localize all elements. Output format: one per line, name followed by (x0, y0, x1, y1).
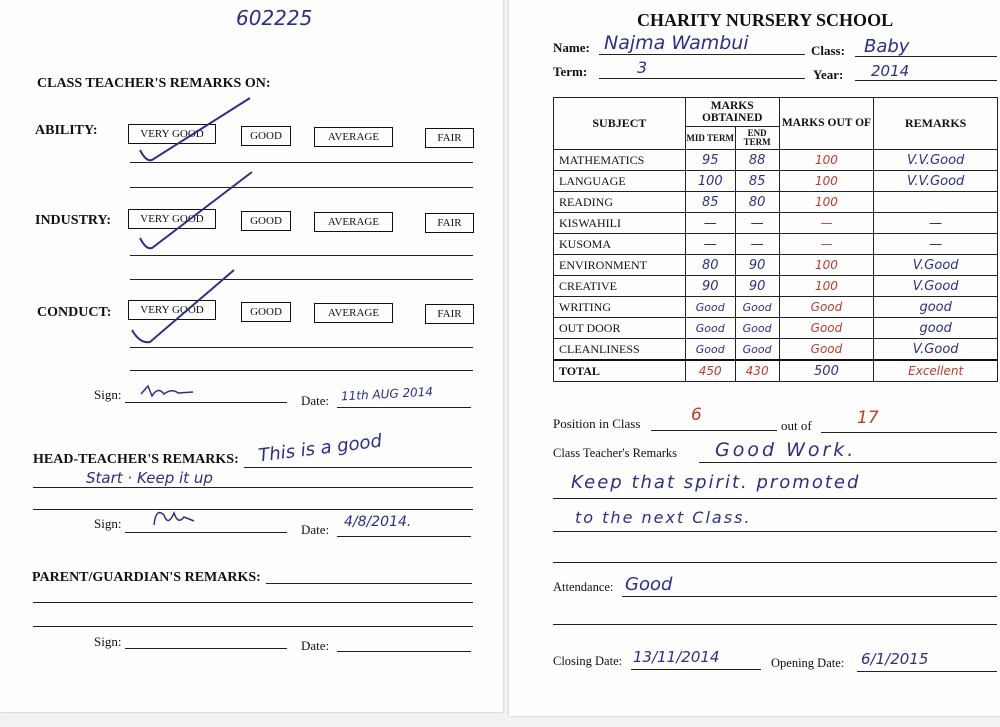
ability-average-box: AVERAGE (314, 127, 393, 147)
teacher-signature (138, 382, 198, 404)
remarks-cell: V.Good (874, 339, 998, 361)
remarks-cell: — (874, 234, 998, 255)
mid-term-cell: 90 (685, 276, 735, 297)
mid-term-cell: 85 (685, 192, 735, 213)
teacher-remarks-label: Class Teacher's Remarks (553, 446, 678, 460)
table-row (554, 339, 998, 361)
table-row (554, 192, 998, 213)
head-date-line (337, 536, 471, 537)
left-page (0, 0, 503, 712)
conduct-tick (132, 270, 234, 342)
marks-table (553, 97, 998, 382)
industry-fair-box: FAIR (425, 213, 474, 233)
term-line (599, 78, 805, 79)
teacher-date-line (337, 407, 471, 408)
teacher-remarks-line1: Good Work. (715, 439, 857, 461)
attendance-line (622, 596, 997, 597)
term-label: Term: (553, 64, 588, 79)
subject-cell: CLEANLINESS (554, 339, 686, 361)
mid-term-cell: — (685, 234, 735, 255)
header-remarks: REMARKS (874, 98, 998, 150)
out-of-cell: 100 (779, 192, 874, 213)
out-of-cell: Good (779, 318, 874, 339)
table-row (554, 171, 998, 192)
remarks-cell: V.Good (874, 276, 998, 297)
head-sign-label: Sign: (94, 516, 122, 531)
remarks-cell: good (874, 318, 998, 339)
end-term-cell: 80 (735, 192, 779, 213)
teacher-remarks-line-4 (553, 562, 997, 563)
total-row (554, 360, 998, 382)
attendance-line-2 (553, 624, 997, 625)
teacher-remarks-line-3 (553, 531, 997, 532)
subject-cell: MATHEMATICS (554, 150, 686, 171)
industry-average-box: AVERAGE (314, 212, 393, 232)
head-date-label: Date: (301, 522, 330, 537)
parent-sign-line (125, 648, 287, 649)
subject-cell: WRITING (554, 297, 686, 318)
year-value: 2014 (871, 62, 910, 80)
parent-line-3 (33, 626, 473, 627)
table-row (554, 213, 998, 234)
teacher-remarks-line-2 (553, 498, 997, 499)
head-teacher-remarks-line2: Start · Keep it up (86, 469, 213, 487)
end-term-cell: Good (735, 318, 779, 339)
opening-date-value: 6/1/2015 (861, 650, 929, 668)
subject-cell: KISWAHILI (554, 213, 686, 234)
conduct-good-box: GOOD (241, 302, 291, 322)
end-term-cell: Good (735, 297, 779, 318)
right-page (509, 0, 1000, 716)
mid-term-cell: 80 (685, 255, 735, 276)
teacher-date-value: 11th AUG 2014 (340, 384, 434, 404)
out-of-cell: 100 (779, 171, 874, 192)
head-signature (148, 505, 208, 533)
out-of-cell: Good (779, 339, 874, 361)
name-value: Najma Wambui (604, 32, 749, 54)
conduct-fair-box: FAIR (425, 304, 474, 324)
end-term-cell: 85 (735, 171, 779, 192)
total-out-of-cell: 500 (779, 360, 874, 382)
header-mid-term: MID TERM (685, 127, 735, 150)
checkmark-strokes (0, 0, 503, 712)
mid-term-cell: — (685, 213, 735, 234)
table-row (554, 297, 998, 318)
subject-cell: ENVIRONMENT (554, 255, 686, 276)
end-term-cell: 90 (735, 255, 779, 276)
parent-date-line (337, 651, 471, 652)
out-of-cell: — (779, 234, 874, 255)
subject-cell: CREATIVE (554, 276, 686, 297)
teacher-remarks-line3: to the next Class. (575, 508, 752, 527)
end-term-cell: — (735, 213, 779, 234)
parent-label: PARENT/GUARDIAN'S REMARKS: (32, 570, 261, 585)
name-label: Name: (553, 40, 590, 55)
head-date-value: 4/8/2014. (344, 514, 412, 530)
school-name: CHARITY NURSERY SCHOOL (637, 10, 894, 30)
ability-fair-box: FAIR (425, 128, 474, 148)
header-marks-out-of: MARKS OUT OF (779, 98, 874, 150)
head-teacher-label: HEAD-TEACHER'S REMARKS: (33, 452, 239, 467)
remarks-cell: V.Good (874, 255, 998, 276)
end-term-cell: 88 (735, 150, 779, 171)
end-term-cell: Good (735, 339, 779, 361)
end-term-cell: 90 (735, 276, 779, 297)
position-value: 6 (691, 405, 702, 425)
attendance-label: Attendance: (553, 580, 614, 594)
total-remarks-cell: Excellent (874, 360, 998, 382)
out-of-value: 17 (857, 408, 879, 428)
table-row (554, 234, 998, 255)
closing-date-label: Closing Date: (553, 654, 623, 668)
year-label: Year: (813, 67, 844, 82)
total-label-cell: TOTAL (554, 360, 686, 382)
industry-very-good-box: VERY GOOD (128, 209, 216, 229)
opening-date-line (857, 671, 997, 672)
out-of-cell: 100 (779, 276, 874, 297)
ability-label: ABILITY: (35, 123, 98, 138)
head-teacher-remarks-line1: This is a good (257, 430, 384, 467)
teacher-remarks-line2: Keep that spirit. promoted (571, 472, 861, 493)
remarks-cell (874, 192, 998, 213)
closing-date-value: 13/11/2014 (633, 648, 720, 666)
attendance-value: Good (625, 574, 673, 595)
out-of-cell: 100 (779, 150, 874, 171)
serial-number: 602225 (236, 6, 313, 30)
parent-sign-label: Sign: (94, 634, 122, 649)
industry-label: INDUSTRY: (35, 213, 112, 228)
opening-date-label: Opening Date: (771, 656, 845, 670)
total-mid-term-cell: 450 (685, 360, 735, 382)
header-marks-obtained: MARKS OBTAINED (685, 98, 779, 127)
mid-term-cell: Good (685, 297, 735, 318)
mid-term-cell: 95 (685, 150, 735, 171)
ability-good-box: GOOD (241, 126, 291, 146)
table-row (554, 276, 998, 297)
mid-term-cell: Good (685, 318, 735, 339)
closing-date-line (631, 669, 761, 670)
ability-very-good-box: VERY GOOD (128, 124, 216, 144)
out-of-cell: — (779, 213, 874, 234)
subject-cell: KUSOMA (554, 234, 686, 255)
table-row (554, 150, 998, 171)
out-of-line (821, 432, 997, 433)
teacher-date-label: Date: (301, 393, 330, 408)
parent-line-1 (266, 583, 472, 584)
conduct-average-box: AVERAGE (314, 303, 393, 323)
subject-cell: LANGUAGE (554, 171, 686, 192)
out-of-cell: 100 (779, 255, 874, 276)
total-end-term-cell: 430 (735, 360, 779, 382)
remarks-cell: V.V.Good (874, 150, 998, 171)
teacher-remarks-line-1 (699, 462, 997, 463)
term-value: 3 (637, 58, 648, 77)
class-label: Class: (811, 43, 845, 58)
table-row (554, 318, 998, 339)
marks-table-body (554, 150, 998, 382)
end-term-cell: — (735, 234, 779, 255)
subject-cell: READING (554, 192, 686, 213)
head-line-3 (33, 509, 473, 510)
parent-line-2 (33, 602, 473, 603)
subject-cell: OUT DOOR (554, 318, 686, 339)
header-end-term: END TERM (735, 127, 779, 150)
remarks-cell: V.V.Good (874, 171, 998, 192)
industry-tick (140, 172, 252, 248)
parent-date-label: Date: (301, 638, 330, 653)
industry-good-box: GOOD (241, 211, 291, 231)
position-label: Position in Class (553, 416, 641, 431)
year-line (855, 80, 997, 81)
header-subject: SUBJECT (554, 98, 686, 150)
head-line-2 (33, 487, 473, 488)
table-row (554, 255, 998, 276)
class-value: Baby (864, 36, 910, 57)
remarks-cell: good (874, 297, 998, 318)
teacher-sign-label: Sign: (94, 387, 122, 402)
position-line (651, 430, 777, 431)
name-line (599, 54, 805, 55)
conduct-label: CONDUCT: (37, 305, 112, 320)
ability-tick (140, 98, 250, 160)
mid-term-cell: 100 (685, 171, 735, 192)
conduct-very-good-box: VERY GOOD (128, 300, 216, 320)
class-teacher-heading: CLASS TEACHER'S REMARKS ON: (37, 76, 271, 91)
mid-term-cell: Good (685, 339, 735, 361)
out-of-cell: Good (779, 297, 874, 318)
head-line-1 (244, 467, 472, 468)
out-of-label: out of (781, 418, 812, 433)
remarks-cell: — (874, 213, 998, 234)
